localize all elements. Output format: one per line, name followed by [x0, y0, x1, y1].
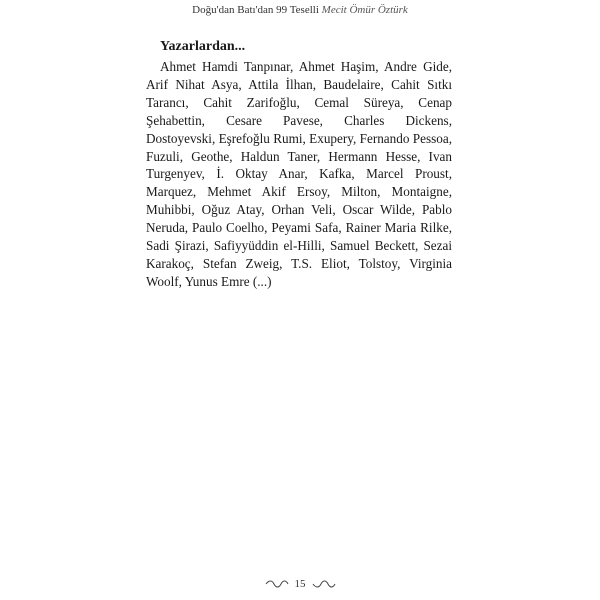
swirl-ornament-icon [312, 580, 336, 588]
page-footer [0, 578, 600, 590]
page-number: 15 [294, 578, 306, 590]
swirl-ornament-icon [265, 580, 289, 588]
running-header [0, 4, 600, 16]
author-list-paragraph: Ahmet Hamdi Tanpınar, Ahmet Haşim, Andre Gide, Arif Nihat Asya, Attila İlhan, Baudelaire, Cahit Sıtkı Tarancı, Cahit Zarifoğlu, Cemal Süreya, Cenap Şehabettin, Cesare Pavese, Charles Dickens, Dostoyevski, Eşrefoğlu Rumi, Exupery, Fernando Pessoa, Fuzuli, Geothe, Haldun Taner, Hermann Hesse, Ivan Turgenyev, İ. Oktay Anar, Kafka, Marcel Proust, Marquez, Mehmet Akif Ersoy, Milton, Montaigne, Muhibbi, Oğuz Atay, Orhan Veli, Oscar Wilde, Pablo Neruda, Paulo Coelho, Peyami Safa, Rainer Maria Rilke, Sadi Şirazi, Safiyyüddin el-Hilli, Samuel Beckett, Sezai Karakoç, Stefan Zweig, T.S. Eliot, Tolstoy, Virginia Woolf, Yunus Emre (...) [146, 59, 452, 289]
book-title: Doğu'dan Batı'dan 99 Teselli [192, 4, 319, 16]
page-content [146, 38, 452, 291]
author-name: Mecit Ömür Öztürk [321, 4, 408, 16]
section-title: Yazarlardan... [160, 39, 246, 54]
